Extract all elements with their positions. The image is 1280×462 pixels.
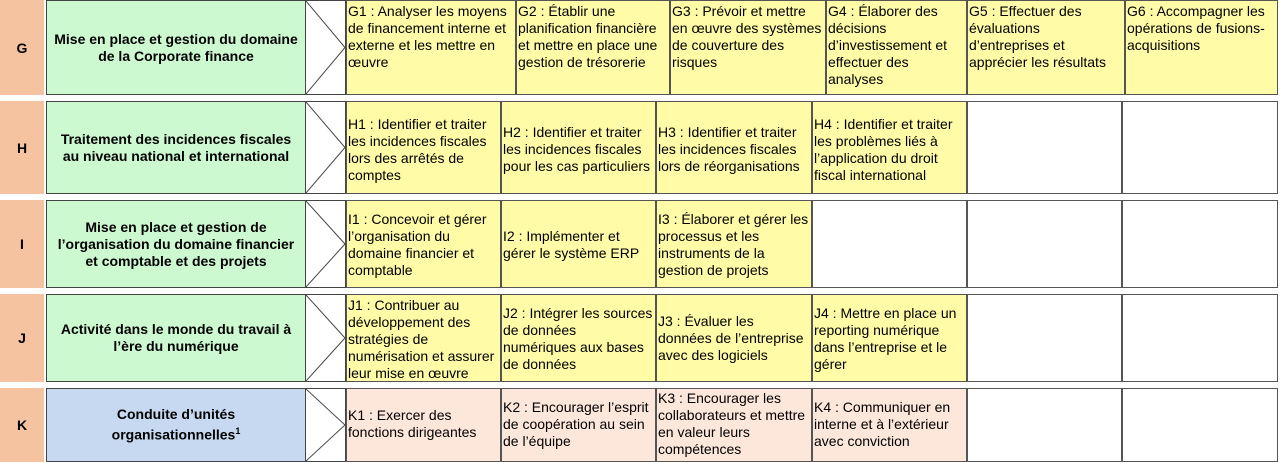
competence-cell: I2 : Implémenter et gérer le système ERP [501, 200, 656, 288]
competence-cell: G1 : Analyser les moyens de financement interne et externe et les mettre en œuvre [346, 0, 516, 95]
competence-cell: H3 : Identifier et traiter les incidences fiscales lors de réorganisations [656, 101, 812, 194]
competence-cell: J2 : Intégrer les sources de données numériques aux bases de données [501, 294, 656, 382]
competence-cell: K3 : Encourager les collaborateurs et mettre en valeur leurs compétences [656, 388, 812, 462]
row-j [0, 294, 1280, 382]
competence-cell: H1 : Identifier et traiter les incidences fiscales lors des arrêtés de comptes [346, 101, 501, 194]
empty-cell [967, 294, 1122, 382]
row-k [0, 388, 1280, 462]
row-letter: K [0, 388, 44, 462]
competence-cell: J4 : Mettre en place un reporting numérique dans l’entreprise et le gérer [812, 294, 967, 382]
chevron-arrow-icon [306, 388, 346, 462]
domain-label [46, 101, 306, 194]
domain-text: Traitement des incidences fiscales au niveau national et international [60, 130, 292, 164]
empty-cell [967, 388, 1122, 462]
competence-cell: K4 : Communiquer en interne et à l’extérieur avec conviction [812, 388, 967, 462]
row-letter: G [0, 0, 44, 95]
domain-text: Conduite d’unités organisationnelles [111, 406, 236, 443]
competence-cell: J3 : Évaluer les données de l’entreprise avec des logiciels [656, 294, 812, 382]
domain-label [46, 388, 306, 462]
row-letter: I [0, 200, 44, 288]
chevron-arrow-icon [306, 200, 346, 288]
competence-cell: G4 : Élaborer des décisions d’investissement et effectuer des analyses [826, 0, 967, 95]
domain-label [46, 0, 306, 95]
competence-cell: K2 : Encourager l’esprit de coopération au sein de l’équipe [501, 388, 656, 462]
footnote-marker: 1 [235, 426, 241, 437]
domain-text: Mise en place et gestion de l’organisation du domaine financier et comptable et des projets [57, 218, 295, 269]
row-letter: J [0, 294, 44, 382]
empty-cell [967, 200, 1122, 288]
row-i [0, 200, 1280, 288]
competence-cell: G5 : Effectuer des évaluations d’entreprises et apprécier les résultats [967, 0, 1125, 95]
empty-cell [1122, 101, 1278, 194]
competence-cell: I1 : Concevoir et gérer l’organisation du domaine financier et comptable [346, 200, 501, 288]
empty-cell [812, 200, 967, 288]
row-g [0, 0, 1280, 95]
empty-cell [1122, 294, 1278, 382]
domain-label [46, 200, 306, 288]
competence-cell: K1 : Exercer des fonctions dirigeantes [346, 388, 501, 462]
row-h [0, 101, 1280, 194]
domain-text: Mise en place et gestion du domaine de la Corporate finance [54, 30, 298, 64]
competence-cell: G3 : Prévoir et mettre en œuvre des systèmes de couverture des risques [670, 0, 826, 95]
domain-text: Activité dans le monde du travail à l’ère du numérique [60, 321, 292, 354]
competence-cell: I3 : Élaborer et gérer les processus et les instruments de la gestion de projets [656, 200, 812, 288]
competence-cell: J1 : Contribuer au développement des stratégies de numérisation et assurer leur mise en œuvre [346, 294, 501, 382]
chevron-arrow-icon [306, 294, 346, 382]
empty-cell [967, 101, 1122, 194]
competence-cell: H4 : Identifier et traiter les problèmes liés à l’application du droit fiscal international [812, 101, 967, 194]
chevron-arrow-icon [306, 101, 346, 194]
competence-cell: G6 : Accompagner les opérations de fusions-acquisitions [1125, 0, 1278, 95]
domain-label [46, 294, 306, 382]
empty-cell [1122, 388, 1278, 462]
empty-cell [1122, 200, 1278, 288]
competence-cell: H2 : Identifier et traiter les incidences fiscales pour les cas particuliers [501, 101, 656, 194]
competence-cell: G2 : Établir une planification financière et mettre en place une gestion de trésorerie [516, 0, 670, 95]
domain-text-wrap [53, 406, 299, 444]
row-letter: H [0, 101, 44, 194]
chevron-arrow-icon [306, 0, 346, 95]
